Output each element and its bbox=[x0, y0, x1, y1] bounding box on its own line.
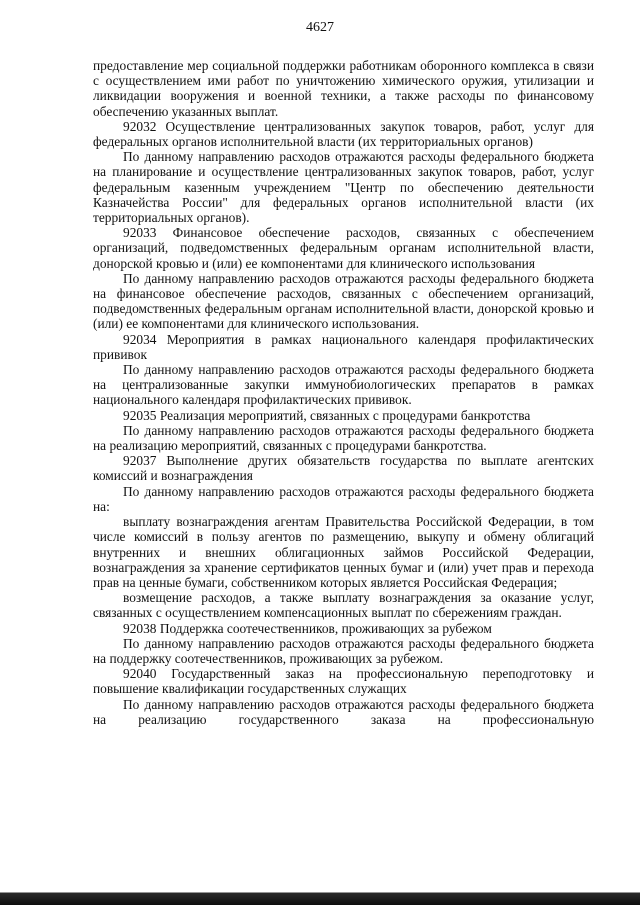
document-body bbox=[93, 58, 594, 727]
paragraph: выплату вознаграждения агентам Правительства Российской Федерации, в том числе комиссий в пользу агентов по размещению, выкупу и обмену облигаций внутренних и внешних облигационных займов Российской Федерации, вознаграждения за хранение сертификатов ценных бумаг и (или) учет прав и перехода прав на ценные бумаги, собственником которых является Российская Федерация; bbox=[93, 514, 594, 590]
paragraph: 92034 Мероприятия в рамках национального календаря профилактических прививок bbox=[93, 331, 594, 362]
paragraph: По данному направлению расходов отражаются расходы федерального бюджета на планирование и осуществление централизованных закупок товаров, работ, услуг федеральным казенным учреждением "Центр по обеспечению деятельности Казначейства России" для федеральных органов исполнительной власти (их территориальных органов). bbox=[93, 149, 594, 226]
paragraph: По данному направлению расходов отражаются расходы федерального бюджета на централизованные закупки иммунобиологических препаратов в рамках национального календаря профилактических прививок. bbox=[93, 362, 594, 408]
paragraph: 92040 Государственный заказ на профессиональную переподготовку и повышение квалификации государственных служащих bbox=[93, 666, 594, 697]
paragraph: 92032 Осуществление централизованных закупок товаров, работ, услуг для федеральных органов исполнительной власти (их территориальных органов) bbox=[93, 118, 594, 150]
paragraph: 92037 Выполнение других обязательств государства по выплате агентских комиссий и вознаграждения bbox=[93, 453, 594, 484]
paragraph: 92033 Финансовое обеспечение расходов, связанных с обеспечением организаций, подведомственных федеральным органам исполнительной власти, донорской кровью и (или) ее компонентами для клинического использования bbox=[93, 225, 594, 271]
paragraph: По данному направлению расходов отражаются расходы федерального бюджета на финансовое обеспечение расходов, связанных с обеспечением организаций, подведомственных федеральным органам исполнительной власти, донорской кровью и (или) ее компонентами для клинического использования. bbox=[93, 270, 594, 332]
page-number: 4627 bbox=[306, 20, 334, 35]
scan-edge bbox=[0, 882, 640, 905]
paragraph: По данному направлению расходов отражаются расходы федерального бюджета на поддержку соотечественников, проживающих за рубежом. bbox=[93, 635, 594, 666]
paragraph: 92035 Реализация мероприятий, связанных с процедурами банкротства bbox=[123, 407, 531, 423]
paragraph: По данному направлению расходов отражаются расходы федерального бюджета на: bbox=[93, 483, 594, 514]
paragraph: По данному направлению расходов отражаются расходы федерального бюджета на реализацию мероприятий, связанных с процедурами банкротства. bbox=[93, 422, 594, 454]
paragraph: 92038 Поддержка соотечественников, проживающих за рубежом bbox=[123, 620, 492, 636]
paragraph: По данному направлению расходов отражаются расходы федерального бюджета на реализацию государственного заказа на профессиональную bbox=[93, 696, 594, 727]
paragraph: предоставление мер социальной поддержки работникам оборонного комплекса в связи с осуществлением ими работ по уничтожению химического оружия, утилизации и ликвидации вооружения и военной техники, а также расходы по финансовому обеспечению указанных выплат. bbox=[93, 58, 594, 119]
paragraph: возмещение расходов, а также выплату вознаграждения за оказание услуг, связанных с осуществлением компенсационных выплат по сбережениям граждан. bbox=[93, 590, 594, 621]
